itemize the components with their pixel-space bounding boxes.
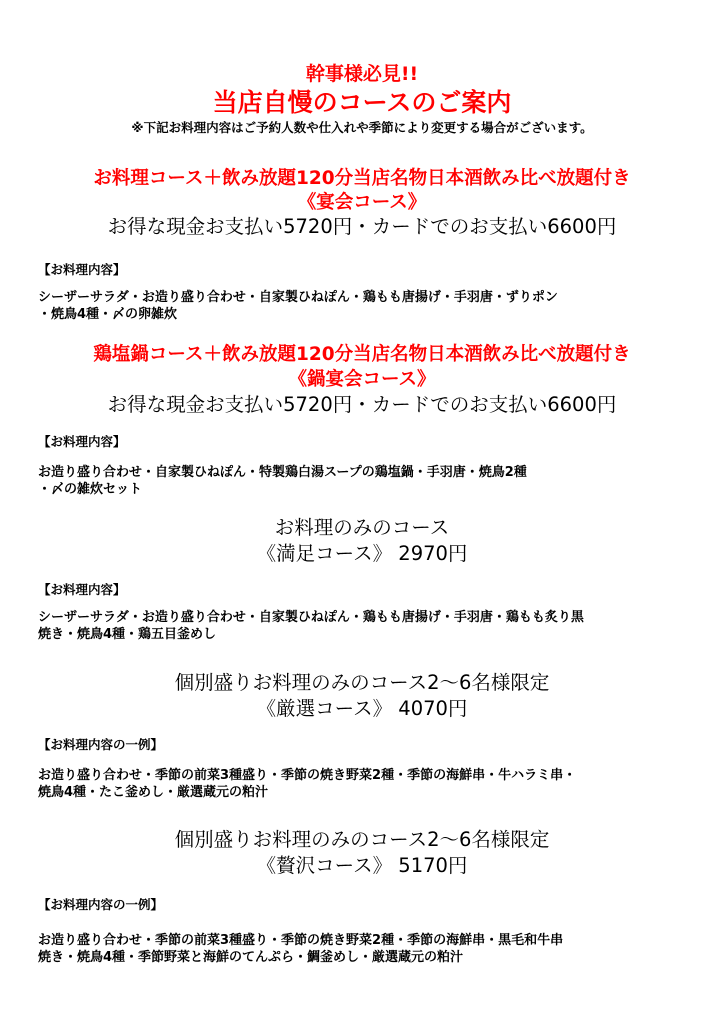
course-1-price: お得な現金お支払い5720円・カードでのお支払い6600円 (107, 215, 617, 238)
course-2-price: お得な現金お支払い5720円・カードでのお支払い6600円 (107, 393, 617, 416)
course-5-menu: お造り盛り合わせ・季節の前菜3種盛り・季節の焼き野菜2種・季節の海鮮串・黒毛和牛串 焼き・焼鳥4種・季節野菜と海鮮のてんぷら・鯛釜めし・厳選蔵元の粕汁 (38, 933, 564, 965)
course-4-name-price: 《厳選コース》 4070円 (256, 697, 468, 720)
course-5-name-price: 《贅沢コース》 5170円 (256, 854, 468, 877)
course-1-menu: シーザーサラダ・お造り盛り合わせ・自家製ひねぽん・鶏もも唐揚げ・手羽唐・ずりポン ・焼鳥4種・〆の卵雑炊 (38, 290, 558, 322)
course-2-menu: お造り盛り合わせ・自家製ひねぽん・特製鶏白湯スープの鶏塩鍋・手羽唐・焼鳥2種 ・〆の雑炊セット (38, 465, 527, 497)
course-2-headline: 鶏塩鍋コース＋飲み放題120分当店名物日本酒飲み比べ放題付き (93, 344, 631, 365)
course-3-title: お料理のみのコース (274, 516, 450, 539)
course-1-menu-label: 【お料理内容】 (38, 262, 126, 277)
course-5-menu-label: 【お料理内容の一例】 (38, 897, 164, 912)
page-title: 当店自慢のコースのご案内 (212, 88, 512, 117)
course-1-name: 《宴会コース》 (297, 192, 427, 213)
disclaimer-note: ※下記お料理内容はご予約人数や仕入れや季節により変更する場合がございます。 (131, 120, 593, 135)
course-2-name: 《鍋宴会コース》 (288, 369, 436, 390)
course-5-title: 個別盛りお料理のみのコース2～6名様限定 (174, 828, 550, 851)
course-3-menu: シーザーサラダ・お造り盛り合わせ・自家製ひねぽん・鶏もも唐揚げ・手羽唐・鶏もも炙り黒 焼き・焼鳥4種・鶏五目釜めし (38, 610, 584, 642)
course-4-title: 個別盛りお料理のみのコース2～6名様限定 (174, 671, 550, 694)
course-2-menu-label: 【お料理内容】 (38, 434, 126, 449)
course-1-headline: お料理コース＋飲み放題120分当店名物日本酒飲み比べ放題付き (93, 168, 631, 189)
course-4-menu: お造り盛り合わせ・季節の前菜3種盛り・季節の焼き野菜2種・季節の海鮮串・牛ハラミ串・ 焼鳥4種・たこ釜めし・厳選蔵元の粕汁 (38, 768, 577, 800)
header-line-1: 幹事様必見!! (305, 63, 419, 85)
course-3-name-price: 《満足コース》 2970円 (256, 542, 468, 565)
course-3-menu-label: 【お料理内容】 (38, 582, 126, 597)
course-4-menu-label: 【お料理内容の一例】 (38, 737, 164, 752)
